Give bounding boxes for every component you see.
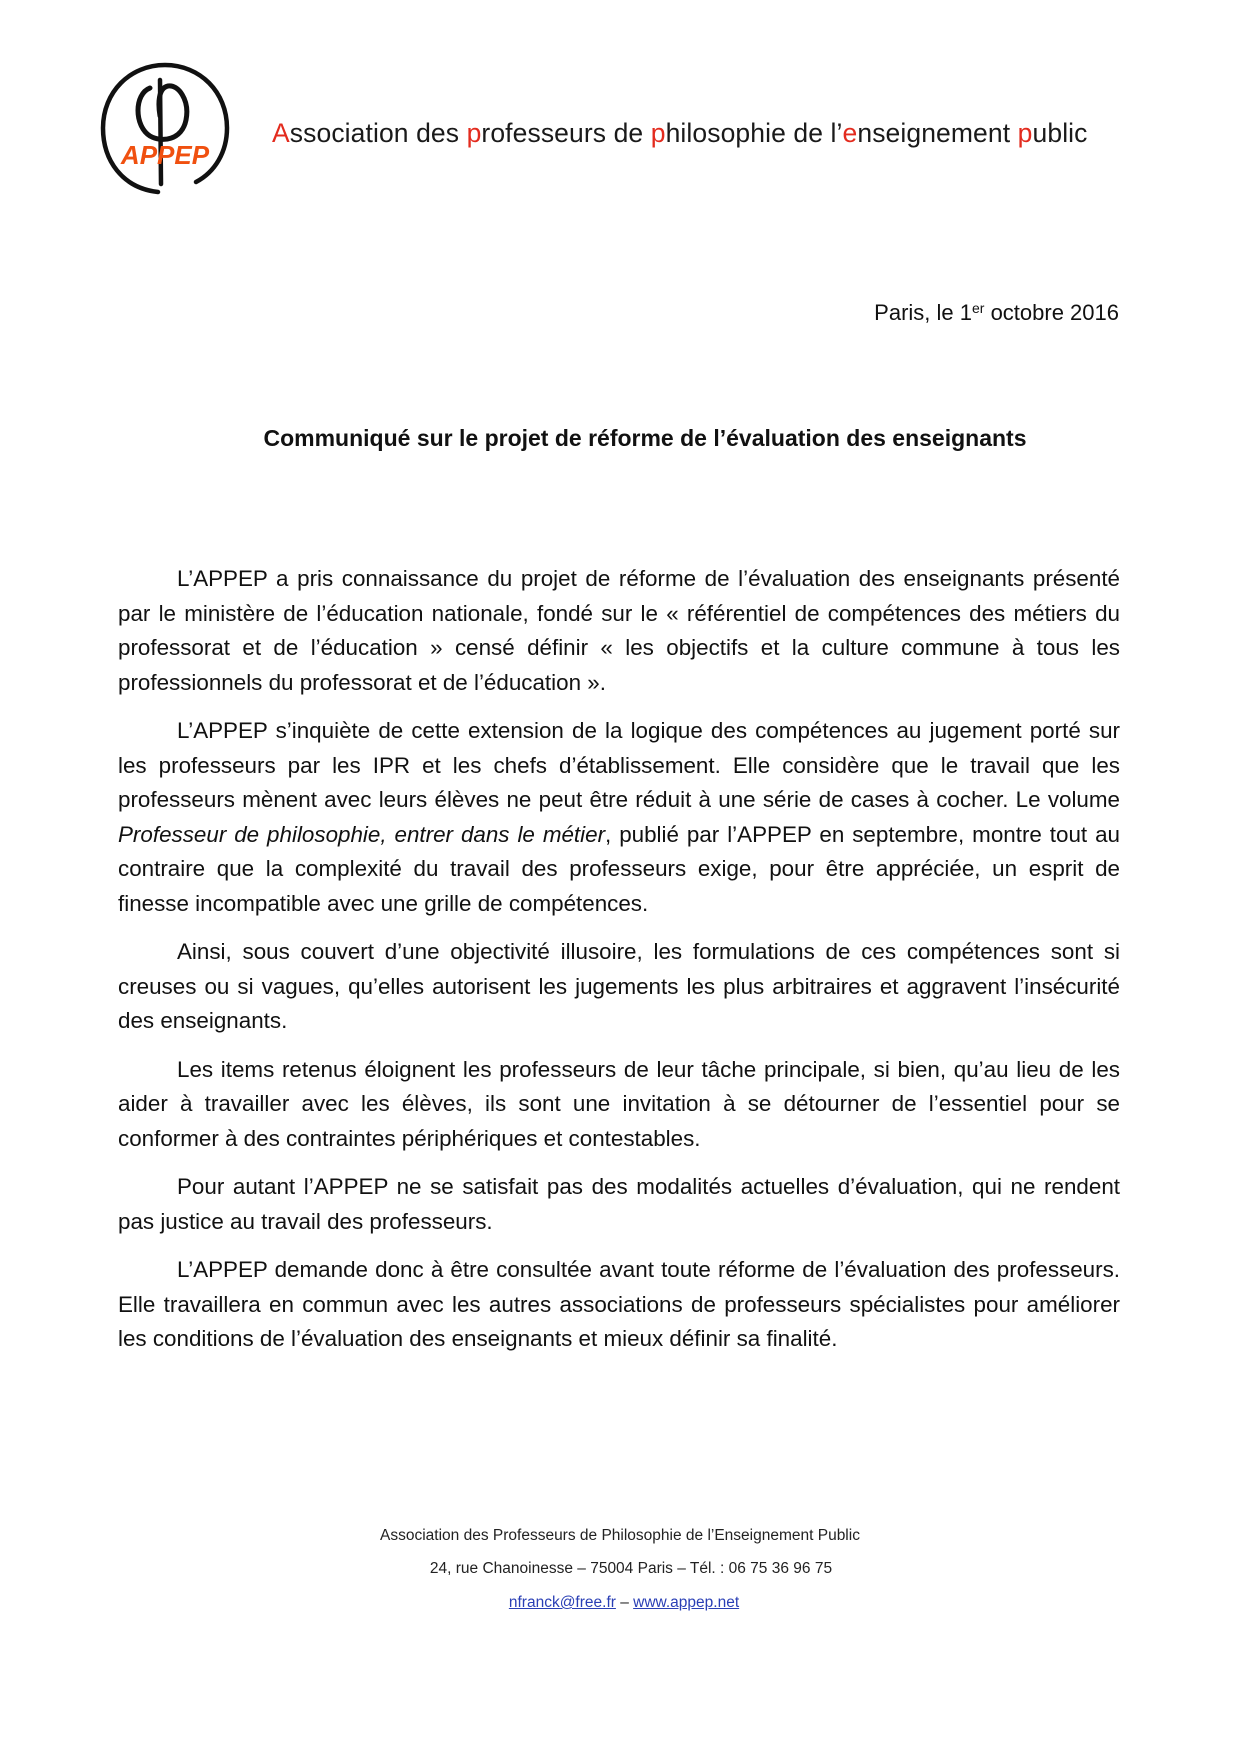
title-seg: p	[650, 118, 666, 148]
date-line	[874, 300, 1119, 326]
website-link[interactable]: www.appep.net	[633, 1594, 740, 1611]
paragraph-3: Ainsi, sous couvert d’une objectivité illusoire, les formulations de ces compétences sont si creuses ou si vagues, qu’elles autorisent les jugements les plus arbitraires et aggravent l’insécurité des enseignants.	[118, 939, 1120, 1033]
date-superscript: er	[972, 300, 985, 316]
paragraph-6: L’APPEP demande donc à être consultée avant toute réforme de l’évaluation des professeurs. Elle travaillera en commun avec les autres associations de professeurs spécialistes pour améliorer les conditions de l’évaluation des enseignants et mieux définir sa finalité.	[118, 1257, 1120, 1351]
paragraph-2-before: L’APPEP s’inquiète de cette extension de la logique des compétences au jugement porté sur les professeurs par les IPR et les chefs d’établissement. Elle considère que le travail que les professeurs mènent avec leurs élèves ne peut être réduit à une série de cases à cocher. Le volume	[118, 718, 1120, 812]
phi-circle-logo-icon	[100, 60, 230, 195]
title-seg: nseignement	[857, 118, 1018, 148]
footer-separator: –	[615, 1594, 634, 1611]
title-seg: rofesseurs de	[481, 118, 651, 148]
paragraph-2	[118, 714, 1120, 921]
document-title: Communiqué sur le projet de réforme de l’évaluation des enseignants	[263, 425, 1027, 451]
footer-address: 24, rue Chanoinesse – 75004 Paris – Tél. : 06 75 36 96 75	[429, 1560, 833, 1577]
title-seg: A	[272, 118, 290, 148]
date-suffix: octobre 2016	[984, 300, 1119, 325]
title-seg: ssociation des	[289, 118, 467, 148]
title-seg: ublic	[1032, 118, 1088, 148]
title-seg: hilosophie de l’	[665, 118, 843, 148]
footer-contact	[0, 1594, 1240, 1612]
paragraph-4: Les items retenus éloignent les professeurs de leur tâche principale, si bien, qu’au lieu de les aider à travailler avec les élèves, ils sont une invitation à se détourner de l’essentiel pour se conformer à des contraintes périphériques et contestables.	[118, 1056, 1120, 1151]
paragraph-2-after: , publié par l’APPEP en septembre, montre tout au contraire que la complexité du travail des professeurs exige, pour être appréciée, un esprit de finesse incompatible avec une grille de compétences.	[118, 821, 1120, 916]
title-seg: e	[842, 118, 858, 148]
paragraph-5: Pour autant l’APPEP ne se satisfait pas des modalités actuelles d’évaluation, qui ne rendent pas justice au travail des professeurs.	[118, 1174, 1120, 1234]
title-seg: p	[1017, 118, 1033, 148]
date-prefix: Paris, le 1	[874, 300, 972, 325]
paragraph-1: L’APPEP a pris connaissance du projet de réforme de l’évaluation des enseignants présenté par le ministère de l’éducation nationale, fondé sur le « référentiel de compétences des métiers du professorat et de l’éducation » censé définir « les objectifs et la culture commune à tous les professionnels du professorat et de l’éducation ».	[118, 566, 1120, 695]
appep-logo	[100, 60, 230, 195]
organization-title	[272, 118, 1088, 149]
book-title: Professeur de philosophie, entrer dans le métier	[118, 821, 606, 847]
footer-organization: Association des Professeurs de Philosophie de l’Enseignement Public	[380, 1527, 860, 1544]
logo-text: APPEP	[120, 140, 210, 170]
title-seg: p	[466, 118, 482, 148]
document-body	[118, 562, 1120, 1371]
email-link[interactable]: nfranck@free.fr	[508, 1594, 616, 1611]
